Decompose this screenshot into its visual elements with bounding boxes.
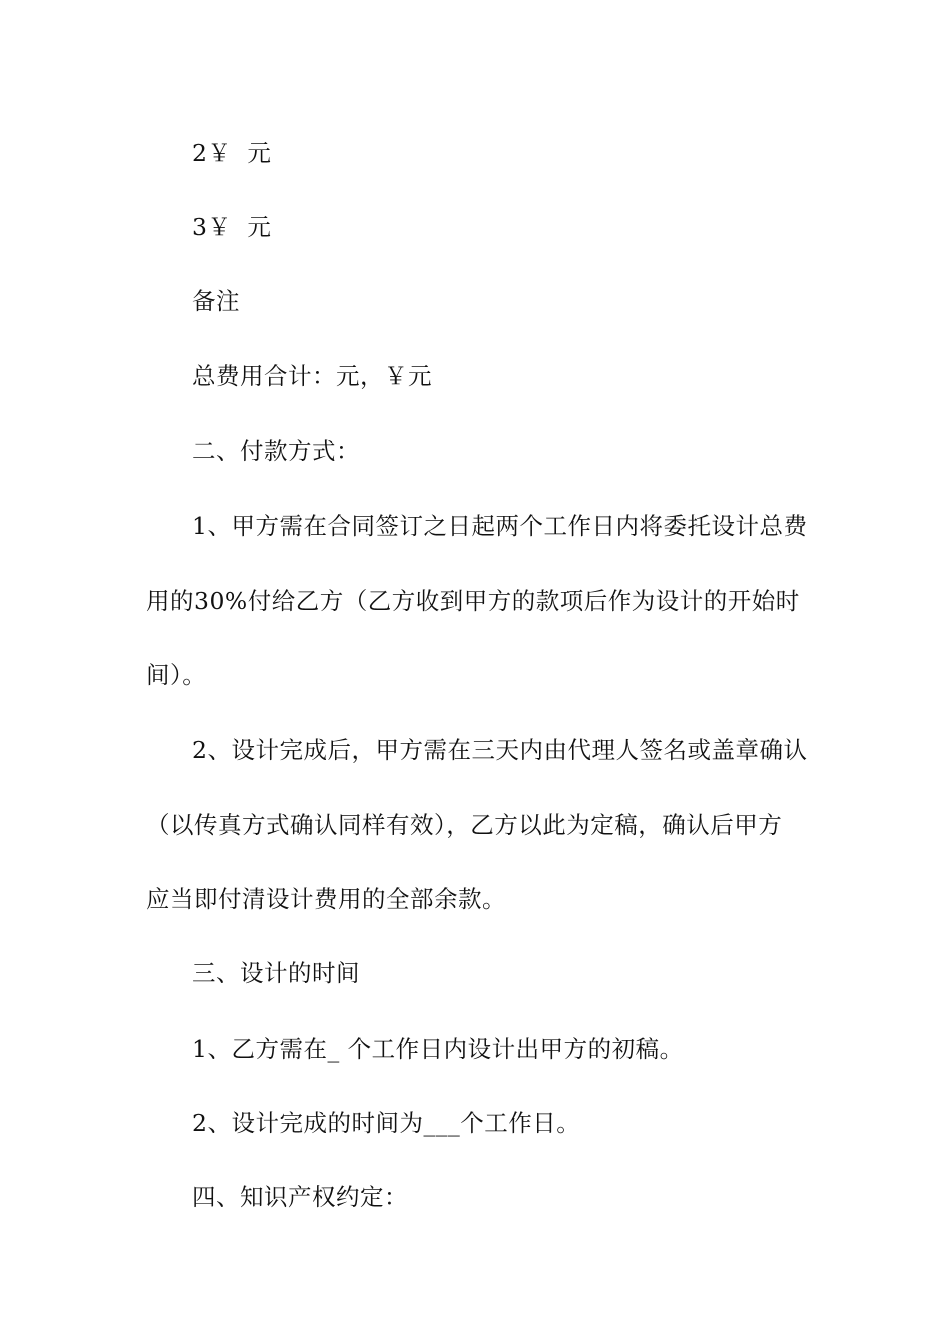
fee-line-3: 3￥ 元: [192, 213, 272, 241]
design-time-clause-1: 1、乙方需在_ 个工作日内设计出甲方的初稿。: [192, 1035, 684, 1063]
design-time-clause-2: 2、设计完成的时间为___个工作日。: [192, 1109, 581, 1137]
section-heading-ip: 四、知识产权约定：: [192, 1183, 408, 1211]
remarks-label: 备注: [192, 287, 240, 315]
payment-clause-1-line-1: 1、甲方需在合同签订之日起两个工作日内将委托设计总费: [192, 512, 808, 540]
section-heading-payment: 二、付款方式：: [192, 437, 360, 465]
total-fee-line: 总费用合计：元，￥元: [192, 362, 432, 390]
payment-clause-2-line-3: 应当即付清设计费用的全部余款。: [146, 885, 506, 913]
fee-line-2: 2￥ 元: [192, 139, 272, 167]
payment-clause-1-line-2: 用的30%付给乙方（乙方收到甲方的款项后作为设计的开始时: [146, 587, 800, 615]
payment-clause-1-line-3: 间）。: [146, 661, 207, 689]
payment-clause-2-line-2: （以传真方式确认同样有效），乙方以此为定稿，确认后甲方: [146, 811, 783, 839]
section-heading-design-time: 三、设计的时间: [192, 959, 360, 987]
payment-clause-2-line-1: 2、设计完成后，甲方需在三天内由代理人签名或盖章确认: [192, 736, 808, 764]
